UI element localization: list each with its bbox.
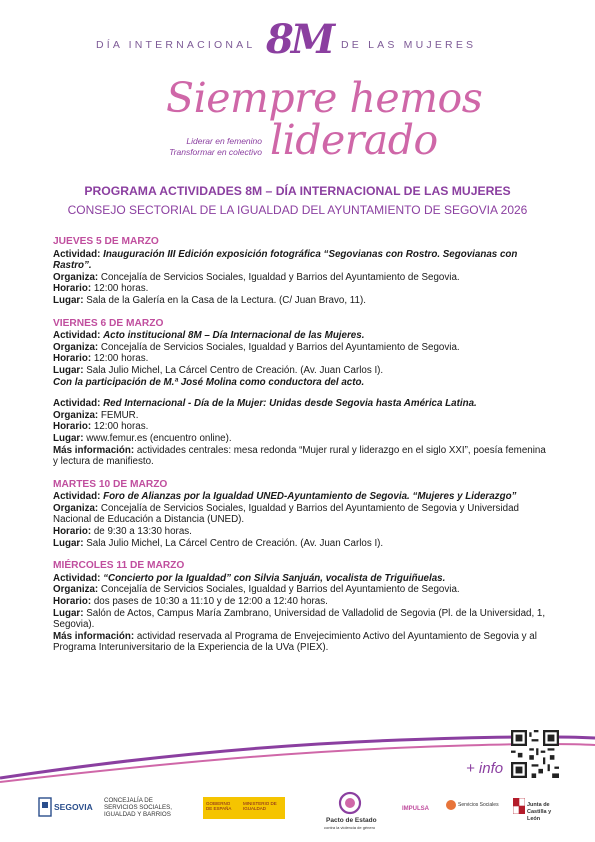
slogan-line1: Siempre hemos: [166, 74, 483, 122]
organiza-text: Concejalía de Servicios Sociales, Igualdad y Barrios del Ayuntamiento de Segovia.: [100, 341, 460, 353]
day-block-tuesday: [53, 479, 553, 550]
lugar-text: www.femur.es (encuentro online).: [86, 432, 232, 444]
decorative-wave: [0, 700, 595, 790]
activity-label: Actividad:: [53, 572, 101, 584]
program-content: [53, 236, 553, 665]
mas-info-label: Más información:: [53, 630, 135, 642]
tagline: [162, 136, 262, 158]
horario-label: Horario:: [53, 421, 92, 433]
day-heading: MIÉRCOLES 11 DE MARZO: [53, 560, 185, 572]
concejalia-logo-text: CONCEJALÍA DE SERVICIOS SOCIALES, IGUALDAD Y BARRIOS: [104, 797, 172, 818]
slogan-line2: liderado: [270, 116, 438, 164]
activity-label: Actividad:: [53, 491, 101, 503]
lugar-label: Lugar:: [53, 537, 84, 549]
activity-label: Actividad:: [53, 398, 101, 410]
tagline-2: Transformar en colectivo: [169, 147, 262, 157]
day-block-friday: [53, 318, 553, 468]
horario-text: dos pases de 10:30 a 11:10 y de 12:00 a 12:40 horas.: [93, 596, 328, 608]
activity-text: Acto institucional 8M – Día Internacional de las Mujeres.: [103, 330, 365, 342]
horario-text: de 9:30 a 13:30 horas.: [93, 526, 192, 538]
servicios-text: Servicios Sociales: [458, 802, 499, 808]
lugar-text: Sala Julio Michel, La Cárcel Centro de Creación. (Av. Juan Carlos I).: [86, 537, 384, 549]
day-heading: MARTES 10 DE MARZO: [53, 478, 168, 490]
day-heading: VIERNES 6 DE MARZO: [53, 317, 164, 329]
qr-code-icon[interactable]: [511, 730, 559, 778]
segovia-text: SEGOVIA: [54, 802, 93, 812]
lugar-text: Salón de Actos, Campus María Zambrano, Universidad de Valladolid de Segovia (Pl. de la Universidad, 1, Segovia).: [53, 607, 546, 631]
gobierno-text: GOBIERNO DE ESPAÑA: [206, 801, 232, 811]
tagline-1: Liderar en femenino: [186, 136, 262, 146]
horario-label: Horario:: [53, 596, 92, 608]
segovia-crest-icon: [38, 796, 52, 818]
pacto-sub-text: contra la violencia de género: [324, 825, 376, 830]
day-block-thursday: [53, 236, 553, 307]
activity-text: Red Internacional - Día de la Mujer: Unidas desde Segovia hasta América Latina.: [103, 398, 477, 410]
organiza-label: Organiza:: [53, 271, 99, 283]
organiza-text: FEMUR.: [100, 409, 139, 421]
activity-text: “Concierto por la Igualdad” con Silvia Sanjuán, vocalista de Triguiñuelas.: [103, 572, 446, 584]
participation-note: Con la participación de M.ª José Molina como conductora del acto.: [53, 376, 365, 388]
day-block-wednesday: [53, 560, 553, 654]
lugar-label: Lugar:: [53, 607, 84, 619]
horario-label: Horario:: [53, 283, 92, 295]
mas-info-label: Más información:: [53, 444, 135, 456]
lugar-text: Sala de la Galería en la Casa de la Lectura. (C/ Juan Bravo, 11).: [86, 294, 366, 306]
servicios-icon: [444, 798, 458, 812]
lugar-text: Sala Julio Michel, La Cárcel Centro de Creación. (Av. Juan Carlos I).: [86, 364, 384, 376]
pacto-text: Pacto de Estado: [326, 817, 377, 824]
activity-text: Foro de Alianzas por la Igualdad UNED-Ayuntamiento de Segovia. “Mujeres y Liderazgo”: [103, 491, 517, 503]
horario-label: Horario:: [53, 353, 92, 365]
junta-crest-icon: [513, 798, 525, 814]
organiza-text: Concejalía de Servicios Sociales, Igualdad y Barrios del Ayuntamiento de Segovia.: [100, 271, 460, 283]
organiza-label: Organiza:: [53, 502, 99, 514]
organiza-text: Concejalía de Servicios Sociales, Igualdad y Barrios del Ayuntamiento de Segovia y Universidad Nacional de Educación a Distancia (UNED).: [53, 502, 519, 526]
mas-info-text: actividad reservada al Programa de Envejecimiento Activo del Ayuntamiento de Segovia y al Programa Interuniversitario de la Experiencia de la UVa (PIEX).: [53, 630, 537, 654]
junta-text: Junta de Castilla y León: [527, 802, 552, 822]
program-subtitle: CONSEJO SECTORIAL DE LA IGUALDAD DEL AYUNTAMIENTO DE SEGOVIA 2026: [67, 203, 528, 217]
banner-right-text: DE LAS MUJERES: [341, 39, 477, 51]
organiza-label: Organiza:: [53, 409, 99, 421]
organiza-text: Concejalía de Servicios Sociales, Igualdad y Barrios del Ayuntamiento de Segovia.: [100, 584, 460, 596]
program-title: PROGRAMA ACTIVIDADES 8M – DÍA INTERNACIONAL DE LAS MUJERES: [84, 184, 511, 198]
impulsa-text: IMPULSA: [402, 806, 429, 812]
pacto-circle-icon: [338, 791, 362, 815]
lugar-label: Lugar:: [53, 294, 84, 306]
activity-label: Actividad:: [53, 248, 101, 260]
8m-logo: 8M: [266, 16, 333, 63]
horario-text: 12:00 horas.: [93, 283, 149, 295]
day-heading: JUEVES 5 DE MARZO: [53, 236, 159, 247]
organiza-label: Organiza:: [53, 341, 99, 353]
horario-text: 12:00 horas.: [93, 421, 149, 433]
organiza-label: Organiza:: [53, 584, 99, 596]
activity-text: Inauguración III Edición exposición fotográfica “Segovianas con Rostro. Segovianas con Rastro”.: [53, 248, 518, 272]
banner-left-text: DÍA INTERNACIONAL: [96, 39, 256, 51]
activity-label: Actividad:: [53, 330, 101, 342]
ministerio-text: MINISTERIO DE IGUALDAD: [243, 801, 277, 811]
horario-label: Horario:: [53, 526, 92, 538]
lugar-label: Lugar:: [53, 364, 84, 376]
lugar-label: Lugar:: [53, 432, 84, 444]
more-info-label: + info: [466, 760, 504, 777]
mas-info-text: actividades centrales: mesa redonda “Mujer rural y liderazgo en el siglo XXI”, poesía femenina y lectura de manifiesto.: [53, 444, 546, 468]
horario-text: 12:00 horas.: [93, 353, 149, 365]
